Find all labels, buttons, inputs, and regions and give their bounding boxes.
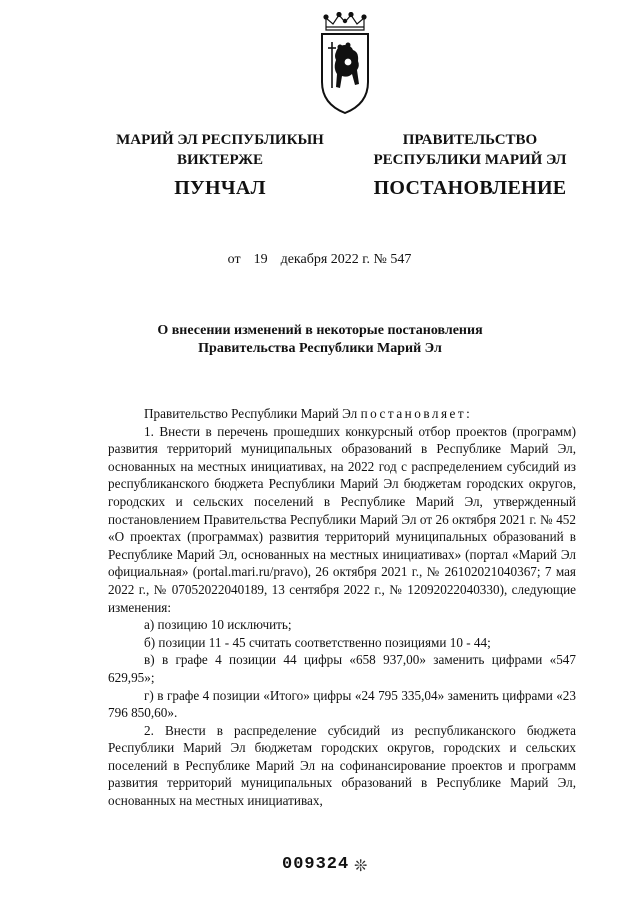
date-prefix: от [227,252,241,267]
document-title [100,322,540,358]
item-b: б) позиции 11 - 45 считать соответственно позициями 10 - 44; [144,634,491,650]
left-org-line2: ВИКТЕРЖЕ [176,152,264,168]
intro-paragraph [108,405,576,423]
intro-verb: постановляет: [360,406,473,421]
title-line1: О внесении изменений в некоторые постановления [157,323,483,338]
paragraph-1: 1. Внести в перечень прошедших конкурсный отбор проектов (программ) развития территорий муниципальных образований в Республике Марий Эл, основанных на местных инициативах, на 2022 год с распределением субсидий из республиканского бюджета Республики Марий Эл бюджетам городских округов, городских и сельских поселений в Республике Марий Эл, утвержденный постановлением Правительства Республики Марий Эл от 26 октября 2021 г. № 452 «О проектах (программах) развития территорий муниципальных образований в Республике Марий Эл, основанных на местных инициативах» (портал «Марий Эл официальная» (portal.mari.ru/pravo), 26 октября 2021 г., № 26102021040367; 7 мая 2022 г., № 07052022040189, 13 сентября 2022 г., № 12092022040330), следующие изменения: [108,423,576,615]
date-day: 19 [253,252,268,267]
item-g: г) в графе 4 позиции «Итого» цифры «24 795 335,04» заменить цифрами «23 796 850,60». [108,687,576,721]
left-org-line1: МАРИЙ ЭЛ РЕСПУБЛИКЫН [116,132,324,148]
title-line2: Правительства Республики Марий Эл [198,341,442,356]
intro-text: Правительство Республики Марий Эл [144,406,361,421]
coat-of-arms-emblem [318,12,372,116]
date-rest: декабря 2022 г. № 547 [280,252,412,267]
item-a: а) позицию 10 исключить; [144,617,292,633]
header-right-block [340,130,600,198]
date-line [0,252,639,268]
ornament-icon [345,59,351,65]
left-doc-type: ПУНЧАЛ [174,177,266,199]
right-org-line2: РЕСПУБЛИКИ МАРИЙ ЭЛ [373,152,567,168]
document-body [108,405,576,810]
paragraph-2: 2. Внести в распределение субсидий из республиканского бюджета Республики Марий Эл бюджетам городских округов, городских и сельских поселений в Республике Марий Эл на софинансирование проектов и программ развития территорий муниципальных образований в Республике Марий Эл, основанных на местных инициативах, [108,722,576,809]
right-doc-type: ПОСТАНОВЛЕНИЕ [373,177,567,199]
crown-icon [324,13,366,31]
serial-number: 009324 [282,855,350,874]
header-left-block [90,130,350,198]
asterisk-ornament-icon: ❊ [354,858,368,875]
right-org-line1: ПРАВИТЕЛЬСТВО [402,132,538,148]
item-v: в) в графе 4 позиции 44 цифры «658 937,00» заменить цифрами «547 629,95»; [108,652,576,685]
